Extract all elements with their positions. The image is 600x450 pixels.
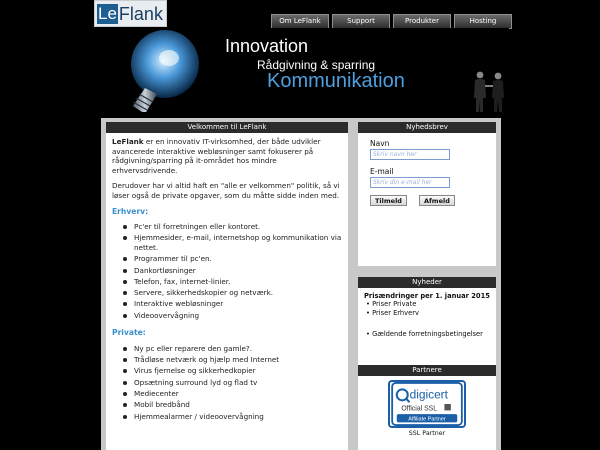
erhverv-heading: Erhverv: <box>112 206 149 216</box>
name-label: Navn <box>370 139 390 148</box>
list-item: Trådløse netværk og hjælp med Internet <box>134 355 342 365</box>
digicert-ssl-badge[interactable] <box>388 380 466 428</box>
partners-header: Partnere <box>358 365 496 376</box>
welcome-header: Velkommen til LeFlank <box>106 122 348 133</box>
digicert-official-text: Official SSL <box>401 405 438 413</box>
nav-hosting[interactable]: Hosting <box>454 14 512 29</box>
email-input[interactable]: Skriv din e-mail her <box>370 177 450 188</box>
ssl-partner-caption: SSL Partner <box>408 430 446 437</box>
news-header: Nyheder <box>358 277 496 288</box>
list-item: Mediecenter <box>134 389 342 399</box>
logo-le-text: Le <box>98 3 117 23</box>
intro-brand: LeFlank <box>112 137 144 146</box>
digicert-affiliate-text: Affiliate Partner <box>408 416 446 423</box>
intro-text: er en innovativ IT-virksomhed, der både udvikler avancerede interaktive webløsninger samt fokuserer på rådgivning/sparring på it-området hos mindre erhvervsdrivende. <box>112 137 321 175</box>
news-title[interactable]: Prisændringer per 1. januar 2015 <box>364 292 490 300</box>
lightbulb-icon <box>105 28 225 112</box>
list-item: Ny pc eller reparere den gamle?. <box>134 344 342 354</box>
list-item: Mobil bredbånd <box>134 400 342 410</box>
news-item-erhverv[interactable]: • Priser Erhverv <box>366 308 419 317</box>
private-heading: Private: <box>112 328 146 338</box>
list-item: Interaktive webløsninger <box>134 299 342 309</box>
businessmen-handshake-image <box>471 68 507 112</box>
list-item: Virus fjernelse og sikkerhedkopier <box>134 366 342 376</box>
news-item-terms[interactable]: • Gældende forretningsbetingelser <box>366 330 483 339</box>
intro-paragraph <box>112 137 342 175</box>
news-item-private[interactable]: • Priser Private <box>366 300 417 309</box>
digicert-name-text: digicert <box>409 387 448 402</box>
unsubscribe-button[interactable]: Afmeld <box>419 195 455 206</box>
name-input[interactable]: Skriv navn her <box>370 149 450 160</box>
private-list <box>112 344 342 421</box>
list-item: Telefon, fax, internet-linier. <box>134 277 342 287</box>
email-label: E-mail <box>370 167 394 176</box>
hero-banner <box>95 28 509 112</box>
list-item: Dankortløsninger <box>134 266 342 276</box>
list-item: Programmer til pc'en. <box>134 254 342 264</box>
welcome-panel <box>106 122 348 450</box>
banner-radgivning-text: Rådgivning & sparring <box>257 58 376 72</box>
list-item: Opsætning surround lyd og flad tv <box>134 378 342 388</box>
erhverv-list <box>112 222 342 320</box>
banner-innovation-text: Innovation <box>225 36 309 56</box>
news-item-erhverv-label[interactable]: Priser Erhverv <box>372 308 419 317</box>
news-item-terms-label[interactable]: Gældende forretningsbetingelser <box>372 330 483 339</box>
list-item: Videoovervågning <box>134 311 342 321</box>
newsletter-box <box>358 122 496 266</box>
nav-support[interactable]: Support <box>332 14 390 29</box>
banner-kommunikation-text: Kommunikation <box>267 70 405 92</box>
top-nav <box>271 14 512 29</box>
newsletter-header: Nyhedsbrev <box>358 122 496 133</box>
list-item: Servere, sikkerhedskopier og netværk. <box>134 288 342 298</box>
list-item: Pc'er til forretningen eller kontoret. <box>134 222 342 232</box>
sidebar <box>358 122 496 437</box>
subscribe-button[interactable]: Tilmeld <box>370 195 407 206</box>
list-item: Hjemmealarmer / videoovervågning <box>134 412 342 422</box>
news-item-private-label[interactable]: Priser Private <box>372 300 417 309</box>
nav-om-leflank[interactable]: Om LeFlank <box>271 14 329 29</box>
news-box <box>358 277 496 365</box>
logo-flank-text: Flank <box>118 3 163 24</box>
leflank-logo[interactable] <box>94 0 167 27</box>
list-item: Hjemmesider, e-mail, internetshop og kommunikation via nettet. <box>134 233 342 253</box>
nav-produkter[interactable]: Produkter <box>393 14 451 29</box>
policy-paragraph: Derudover har vi altid haft en "alle er velkommen" politik, så vi løser også de private opgaver, som du måtte sidde inden med. <box>112 181 340 200</box>
partners-box <box>358 365 496 450</box>
